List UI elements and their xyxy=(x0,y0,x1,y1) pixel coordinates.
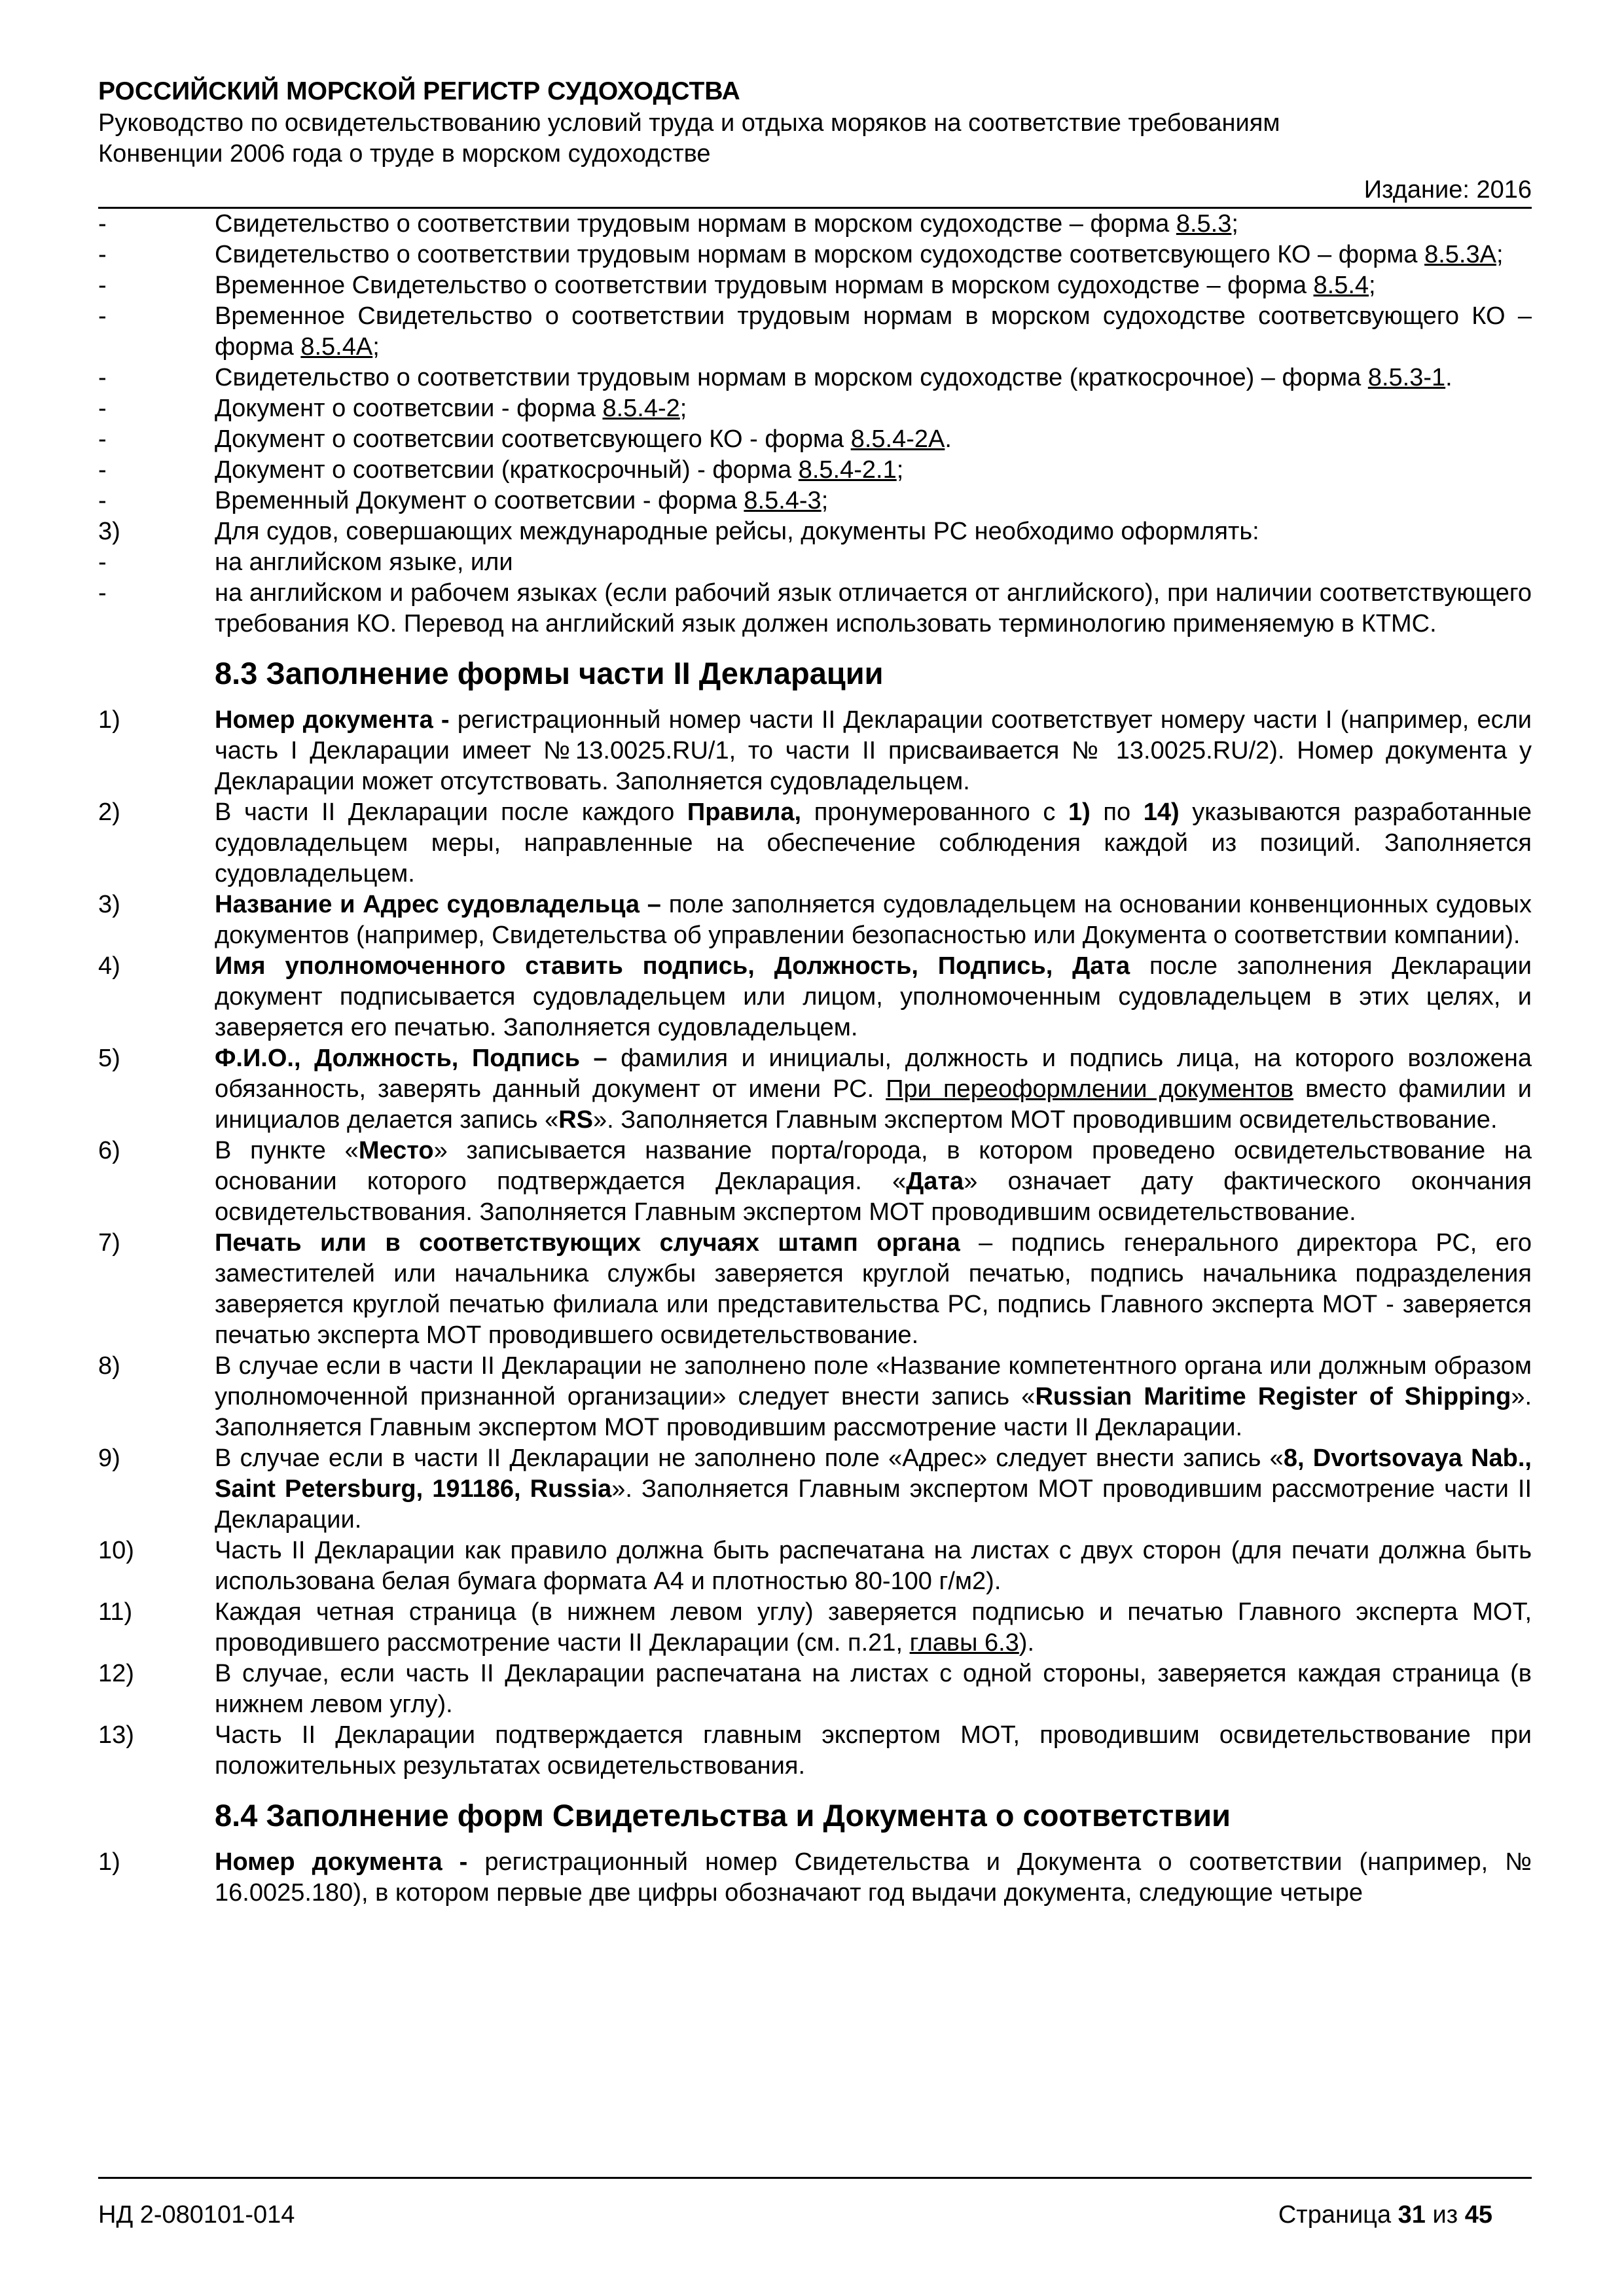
list-text: Документ о соответсвии (краткосрочный) - форма xyxy=(215,456,799,484)
list-text: Свидетельство о соответствии трудовым нормам в морском судоходстве – форма xyxy=(215,210,1176,238)
list-marker: - xyxy=(98,425,107,453)
list-text: Документ о соответсвии - форма xyxy=(215,395,603,422)
list-marker: 9) xyxy=(98,1444,120,1472)
list-item xyxy=(98,1443,1532,1535)
list-marker: - xyxy=(98,272,107,299)
list-marker: - xyxy=(98,241,107,268)
list-text: ». Заполняется Главным экспертом МОТ проводившим рассмотрение части II Декларации. xyxy=(215,1475,1532,1534)
list-marker: - xyxy=(98,487,107,514)
bold-term: Дата xyxy=(906,1168,964,1195)
of-word: из xyxy=(1432,2201,1458,2229)
list-text: ; xyxy=(821,487,829,514)
list-item xyxy=(98,547,1532,578)
list-text: на английском и рабочем языках (если рабочий язык отличается от английского), при наличии соответствующего требования КО. Перевод на английский язык должен использовать терминологию применяемую в КТМС. xyxy=(215,579,1532,637)
list-text: Временное Свидетельство о соответствии трудовым нормам в морском судоходстве соответсвующего КО – форма xyxy=(215,302,1532,361)
list-item xyxy=(98,270,1532,301)
list-item xyxy=(98,1136,1532,1228)
form-link[interactable]: 8.5.4-2A xyxy=(850,425,945,453)
section-heading-8-3: 8.3 Заполнение формы части II Декларации xyxy=(215,656,884,691)
bold-term: 1) xyxy=(1068,798,1091,826)
org-title: РОССИЙСКИЙ МОРСКОЙ РЕГИСТР СУДОХОДСТВА xyxy=(98,77,740,105)
list-marker: - xyxy=(98,364,107,391)
list-item xyxy=(98,797,1532,889)
list-marker: - xyxy=(98,548,107,576)
list-marker: 3) xyxy=(98,891,120,918)
chapter-link[interactable]: главы 6.3 xyxy=(909,1629,1019,1657)
bold-term: Место xyxy=(358,1137,434,1164)
list-text: регистрационный номер Свидетельства и Документа о соответствии (например, № 16.0025.180), в котором первые две цифры обозначают год выдачи документа, следующие четыре xyxy=(215,1848,1532,1907)
list-item xyxy=(98,1720,1532,1782)
list-item xyxy=(98,1535,1532,1597)
list-text: фамилия и инициалы, должность и подпись лица, на которого возложена обязанность, заверять данный документ от имени РС. xyxy=(215,1045,1532,1103)
page-footer xyxy=(98,2177,1532,2229)
list-marker: - xyxy=(98,579,107,607)
list-item xyxy=(98,486,1532,516)
form-link[interactable]: 8.5.4-3 xyxy=(744,487,821,514)
list-marker: 1) xyxy=(98,706,120,734)
list-text: ). xyxy=(1019,1629,1035,1657)
list-marker: 12) xyxy=(98,1660,134,1687)
list-text: В случае если в части II Декларации не заполнено поле «Адрес» следует внести запись « xyxy=(215,1444,1284,1472)
bold-term: Номер документа - xyxy=(215,706,450,734)
list-item xyxy=(98,1228,1532,1351)
list-item xyxy=(98,951,1532,1043)
list-item xyxy=(98,455,1532,486)
form-link[interactable]: 8.5.3-1 xyxy=(1367,364,1446,391)
page-word: Страница xyxy=(1278,2201,1392,2229)
list-text: пронумерованного с xyxy=(801,798,1068,826)
list-text: на английском языке, или xyxy=(215,548,513,576)
list-text: поле заполняется судовладельцем на основании конвенционных судовых документов (например, Свидетельства об управлении безопасностью или Документа о соответствии компании). xyxy=(215,891,1532,949)
list-marker: - xyxy=(98,395,107,422)
list-marker: - xyxy=(98,456,107,484)
bold-term: Правила, xyxy=(687,798,802,826)
document-page xyxy=(98,75,1532,1909)
list-text: Каждая четная страница (в нижнем левом углу) заверяется подписью и печатью Главного эксперта МОТ, проводившего рассмотрение части II Декларации (см. п.21, xyxy=(215,1598,1532,1657)
list-text: Часть II Декларации как правило должна быть распечатана на листах с двух сторон (для печати должна быть использована белая бумага формата А4 и плотностью 80-100 г/м2). xyxy=(215,1537,1532,1595)
list-text: регистрационный номер части II Декларации соответствует номеру части I (например, если часть I Декларации имеет №13.0025.RU/1, то части II присваивается № 13.0025.RU/2). Номер документа у Декларации может отсутствовать. Заполняется судовладельцем. xyxy=(215,706,1532,795)
list-item xyxy=(98,240,1532,270)
list-item xyxy=(98,1043,1532,1136)
bold-term: 8, Dvortsovaya Nab., Saint Petersburg, 191186, Russia xyxy=(215,1444,1532,1503)
forms-list xyxy=(98,209,1532,639)
list-text: Свидетельство о соответствии трудовым нормам в морском судоходстве (краткосрочное) – форма xyxy=(215,364,1368,391)
list-item xyxy=(98,1659,1532,1720)
list-item xyxy=(98,209,1532,240)
form-link[interactable]: 8.5.3A xyxy=(1424,241,1496,268)
list-marker: - xyxy=(98,302,107,330)
form-link[interactable]: 8.5.4-2 xyxy=(602,395,680,422)
list-item xyxy=(98,705,1532,797)
list-item xyxy=(98,889,1532,951)
doc-number: НД 2-080101-014 xyxy=(98,2201,295,2229)
underlined-text: При переоформлении документов xyxy=(886,1075,1294,1103)
list-marker: 3) xyxy=(98,518,120,545)
list-marker: 4) xyxy=(98,952,120,980)
list-text: ». Заполняется Главным экспертом МОТ проводившим освидетельствование. xyxy=(593,1106,1498,1134)
list-text: » означает дату фактического окончания освидетельствования. Заполняется Главным экспертом МОТ проводившим освидетельствование. xyxy=(215,1168,1532,1226)
list-text: В пункте « xyxy=(215,1137,359,1164)
page-total: 45 xyxy=(1464,2201,1492,2229)
list-text: Документ о соответсвии соответсвующего КО - форма xyxy=(215,425,851,453)
list-text: после заполнения Декларации документ подписывается судовладельцем или лицом, уполномоченным судовладельцем в этих целях, и заверяется его печатью. Заполняется судовладельцем. xyxy=(215,952,1532,1041)
list-text: В случае если в части II Декларации не заполнено поле «Название компетентного органа или должным образом уполномоченной признанной организации» следует внести запись « xyxy=(215,1352,1532,1410)
form-link[interactable]: 8.5.4 xyxy=(1313,272,1369,299)
list-item xyxy=(98,1351,1532,1443)
list-text: ; xyxy=(1369,272,1376,299)
list-text: . xyxy=(945,425,952,453)
list-marker: 7) xyxy=(98,1229,120,1257)
section-8-3-list xyxy=(98,705,1532,1782)
list-text: Свидетельство о соответствии трудовым нормам в морском судоходстве соответсвующего КО – форма xyxy=(215,241,1425,268)
list-text: ; xyxy=(1496,241,1504,268)
bold-term: Russian Maritime Register of Shipping xyxy=(1035,1383,1511,1410)
list-text: ; xyxy=(1231,210,1238,238)
list-text: » записывается название порта/города, в котором проведено освидетельствование на основании которого подтверждается Декларация. « xyxy=(215,1137,1532,1195)
bold-term: Ф.И.О., Должность, Подпись – xyxy=(215,1045,607,1072)
list-text: по xyxy=(1090,798,1144,826)
list-item xyxy=(98,424,1532,455)
list-marker: 1) xyxy=(98,1848,120,1876)
list-text: вместо фамилии и инициалов делается запись « xyxy=(215,1075,1532,1134)
bold-term: Имя уполномоченного ставить подпись, Должность, Подпись, Дата xyxy=(215,952,1130,980)
list-marker: - xyxy=(98,210,107,238)
list-marker: 2) xyxy=(98,798,120,826)
list-text: указываются разработанные судовладельцем меры, направленные на обеспечение соблюдения каждой из позиций. Заполняется судовладельцем. xyxy=(215,798,1532,888)
form-link[interactable]: 8.5.4A xyxy=(300,333,373,361)
list-text: . xyxy=(1445,364,1453,391)
bold-term: 14) xyxy=(1143,798,1180,826)
list-item xyxy=(98,1847,1532,1909)
list-text: ; xyxy=(679,395,687,422)
bold-term: Печать или в соответствующих случаях штамп органа xyxy=(215,1229,960,1257)
list-item xyxy=(98,578,1532,639)
list-marker: 6) xyxy=(98,1137,120,1164)
list-text: ». Заполняется Главным экспертом МОТ проводившим рассмотрение части II Декларации. xyxy=(215,1383,1532,1441)
bold-term: Номер документа - xyxy=(215,1848,468,1876)
list-marker: 11) xyxy=(98,1598,133,1626)
list-text: ; xyxy=(372,333,380,361)
list-item xyxy=(98,1597,1532,1659)
list-text: В части II Декларации после каждого xyxy=(215,798,687,826)
section-heading-8-4: 8.4 Заполнение форм Свидетельства и Документа о соответствии xyxy=(215,1798,1231,1833)
list-text: ; xyxy=(896,456,904,484)
list-item xyxy=(98,516,1532,547)
list-text: – подпись генерального директора РС, его заместителей или начальника службы заверяется круглой печатью, подпись начальника подразделения заверяется круглой печатью филиала или представительства РС, подпись Главного эксперта МОТ - заверяется печатью эксперта МОТ проводившего освидетельствование. xyxy=(215,1229,1532,1349)
list-item xyxy=(98,363,1532,393)
bold-term: RS xyxy=(558,1106,594,1134)
list-marker: 5) xyxy=(98,1045,120,1072)
page-counter xyxy=(1278,2201,1532,2229)
list-text: Часть II Декларации подтверждается главным экспертом МОТ, проводившим освидетельствование при положительных результатах освидетельствования. xyxy=(215,1721,1532,1780)
bold-term: Название и Адрес судовладельца – xyxy=(215,891,661,918)
list-marker: 8) xyxy=(98,1352,120,1380)
list-marker: 10) xyxy=(98,1537,134,1564)
list-text: Временное Свидетельство о соответствии трудовым нормам в морском судоходстве – форма xyxy=(215,272,1314,299)
form-link[interactable]: 8.5.3 xyxy=(1176,210,1232,238)
edition-label: Издание: 2016 xyxy=(98,175,1532,209)
doc-subtitle-line1: Руководство по освидетельствованию условий труда и отдыха моряков на соответствие требованиям xyxy=(98,109,1280,137)
form-link[interactable]: 8.5.4-2.1 xyxy=(798,456,897,484)
list-text: Временный Документ о соответсвии - форма xyxy=(215,487,744,514)
doc-subtitle-line2: Конвенции 2006 года о труде в морском судоходстве xyxy=(98,140,711,168)
list-item xyxy=(98,301,1532,363)
list-marker: 13) xyxy=(98,1721,134,1749)
section-8-4-list xyxy=(98,1847,1532,1909)
list-text: В случае, если часть II Декларации распечатана на листах с одной стороны, заверяется каждая страница (в нижнем левом углу). xyxy=(215,1660,1532,1718)
page-number: 31 xyxy=(1398,2201,1426,2229)
list-text: Для судов, совершающих международные рейсы, документы РС необходимо оформлять: xyxy=(215,518,1259,545)
list-item xyxy=(98,393,1532,424)
